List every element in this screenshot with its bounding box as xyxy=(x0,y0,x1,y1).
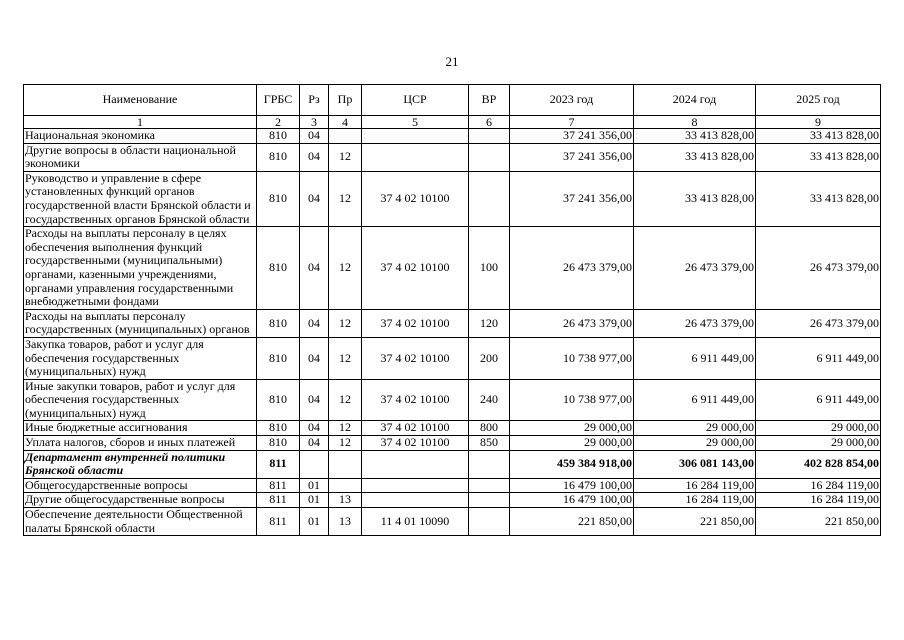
cell-name: Расходы на выплаты персоналу в целях обеспечения выполнения функций государственными (муниципальными) органами, казенными учреждениями, органами управления государственными внебюджетными фондами xyxy=(24,227,257,310)
cell-2023: 29 000,00 xyxy=(510,436,634,451)
table-row xyxy=(24,450,881,478)
cell-vr: 240 xyxy=(469,379,510,421)
cell-name: Иные бюджетные ассигнования xyxy=(24,421,257,436)
cell-2024: 33 413 828,00 xyxy=(634,171,756,226)
cell-pr: 12 xyxy=(329,143,362,171)
cell-pr: 12 xyxy=(329,421,362,436)
cell-2024: 26 473 379,00 xyxy=(634,309,756,337)
cell-csr: 37 4 02 10100 xyxy=(362,421,469,436)
cell-2024: 16 284 119,00 xyxy=(634,478,756,493)
col-header-vr: ВР xyxy=(469,85,510,116)
cell-2023: 221 850,00 xyxy=(510,508,634,536)
table-row xyxy=(24,478,881,493)
col-index: 8 xyxy=(634,116,756,129)
cell-2023: 10 738 977,00 xyxy=(510,337,634,379)
cell-2024: 33 413 828,00 xyxy=(634,129,756,144)
cell-rz: 01 xyxy=(300,493,329,508)
table-row xyxy=(24,508,881,536)
cell-name: Руководство и управление в сфере установленных функций органов государственной власти Брянской области и государственных органов Брянской области xyxy=(24,171,257,226)
cell-rz: 04 xyxy=(300,227,329,310)
cell-2023: 37 241 356,00 xyxy=(510,129,634,144)
cell-pr: 12 xyxy=(329,171,362,226)
cell-csr xyxy=(362,450,469,478)
cell-2024: 221 850,00 xyxy=(634,508,756,536)
cell-2024: 33 413 828,00 xyxy=(634,143,756,171)
cell-grbs: 810 xyxy=(257,143,300,171)
cell-name: Закупка товаров, работ и услуг для обеспечения государственных (муниципальных) нужд xyxy=(24,337,257,379)
col-index: 5 xyxy=(362,116,469,129)
cell-rz: 04 xyxy=(300,309,329,337)
cell-pr xyxy=(329,450,362,478)
cell-2025: 33 413 828,00 xyxy=(756,171,881,226)
cell-name: Иные закупки товаров, работ и услуг для обеспечения государственных (муниципальных) нужд xyxy=(24,379,257,421)
cell-rz: 01 xyxy=(300,508,329,536)
cell-2025: 33 413 828,00 xyxy=(756,129,881,144)
cell-pr xyxy=(329,478,362,493)
cell-2025: 29 000,00 xyxy=(756,436,881,451)
cell-2024: 306 081 143,00 xyxy=(634,450,756,478)
cell-vr xyxy=(469,171,510,226)
cell-2024: 29 000,00 xyxy=(634,436,756,451)
cell-vr: 800 xyxy=(469,421,510,436)
cell-grbs: 810 xyxy=(257,171,300,226)
cell-csr xyxy=(362,478,469,493)
cell-name: Обеспечение деятельности Общественной палаты Брянской области xyxy=(24,508,257,536)
cell-rz: 04 xyxy=(300,143,329,171)
col-header-2025: 2025 год xyxy=(756,85,881,116)
cell-2024: 6 911 449,00 xyxy=(634,379,756,421)
table-row xyxy=(24,171,881,226)
cell-2025: 33 413 828,00 xyxy=(756,143,881,171)
cell-rz: 04 xyxy=(300,337,329,379)
cell-2023: 10 738 977,00 xyxy=(510,379,634,421)
cell-rz: 04 xyxy=(300,171,329,226)
cell-2025: 16 284 119,00 xyxy=(756,493,881,508)
table-row xyxy=(24,129,881,144)
cell-2023: 16 479 100,00 xyxy=(510,478,634,493)
cell-2024: 16 284 119,00 xyxy=(634,493,756,508)
col-index: 3 xyxy=(300,116,329,129)
cell-2023: 26 473 379,00 xyxy=(510,227,634,310)
cell-csr: 11 4 01 10090 xyxy=(362,508,469,536)
table-row xyxy=(24,143,881,171)
table-row xyxy=(24,436,881,451)
cell-name: Уплата налогов, сборов и иных платежей xyxy=(24,436,257,451)
cell-grbs: 811 xyxy=(257,493,300,508)
cell-grbs: 810 xyxy=(257,379,300,421)
col-index: 4 xyxy=(329,116,362,129)
cell-2025: 402 828 854,00 xyxy=(756,450,881,478)
cell-vr: 100 xyxy=(469,227,510,310)
cell-vr xyxy=(469,129,510,144)
col-index: 1 xyxy=(24,116,257,129)
cell-csr xyxy=(362,143,469,171)
cell-2025: 26 473 379,00 xyxy=(756,227,881,310)
cell-2025: 6 911 449,00 xyxy=(756,379,881,421)
cell-2024: 26 473 379,00 xyxy=(634,227,756,310)
column-index-row xyxy=(24,116,881,129)
cell-vr: 200 xyxy=(469,337,510,379)
cell-pr: 13 xyxy=(329,493,362,508)
col-header-2023: 2023 год xyxy=(510,85,634,116)
cell-grbs: 810 xyxy=(257,337,300,379)
cell-pr xyxy=(329,129,362,144)
cell-rz xyxy=(300,450,329,478)
cell-vr xyxy=(469,508,510,536)
cell-grbs: 810 xyxy=(257,309,300,337)
cell-rz: 04 xyxy=(300,436,329,451)
cell-pr: 12 xyxy=(329,436,362,451)
cell-2023: 29 000,00 xyxy=(510,421,634,436)
cell-2024: 6 911 449,00 xyxy=(634,337,756,379)
cell-2023: 16 479 100,00 xyxy=(510,493,634,508)
cell-vr xyxy=(469,143,510,171)
cell-rz: 04 xyxy=(300,129,329,144)
cell-grbs: 811 xyxy=(257,450,300,478)
cell-2025: 29 000,00 xyxy=(756,421,881,436)
cell-rz: 04 xyxy=(300,421,329,436)
cell-pr: 13 xyxy=(329,508,362,536)
cell-csr: 37 4 02 10100 xyxy=(362,309,469,337)
cell-pr: 12 xyxy=(329,227,362,310)
table-row xyxy=(24,227,881,310)
cell-2025: 26 473 379,00 xyxy=(756,309,881,337)
cell-grbs: 810 xyxy=(257,227,300,310)
table-row xyxy=(24,421,881,436)
cell-vr xyxy=(469,478,510,493)
cell-csr: 37 4 02 10100 xyxy=(362,436,469,451)
col-header-rz: Рз xyxy=(300,85,329,116)
cell-name: Расходы на выплаты персоналу государственных (муниципальных) органов xyxy=(24,309,257,337)
cell-2025: 221 850,00 xyxy=(756,508,881,536)
col-header-pr: Пр xyxy=(329,85,362,116)
cell-2023: 26 473 379,00 xyxy=(510,309,634,337)
table-row xyxy=(24,337,881,379)
col-index: 6 xyxy=(469,116,510,129)
cell-grbs: 811 xyxy=(257,508,300,536)
cell-name: Общегосударственные вопросы xyxy=(24,478,257,493)
cell-name: Другие общегосударственные вопросы xyxy=(24,493,257,508)
cell-grbs: 810 xyxy=(257,436,300,451)
cell-pr: 12 xyxy=(329,309,362,337)
header-row xyxy=(24,85,881,116)
page-number: 21 xyxy=(445,54,459,69)
cell-name: Национальная экономика xyxy=(24,129,257,144)
cell-csr: 37 4 02 10100 xyxy=(362,337,469,379)
col-index: 9 xyxy=(756,116,881,129)
cell-pr: 12 xyxy=(329,337,362,379)
cell-2025: 16 284 119,00 xyxy=(756,478,881,493)
col-header-csr: ЦСР xyxy=(362,85,469,116)
cell-vr: 120 xyxy=(469,309,510,337)
table-body xyxy=(24,129,881,536)
cell-csr xyxy=(362,129,469,144)
cell-2023: 459 384 918,00 xyxy=(510,450,634,478)
col-header-2024: 2024 год xyxy=(634,85,756,116)
cell-pr: 12 xyxy=(329,379,362,421)
cell-2024: 29 000,00 xyxy=(634,421,756,436)
table-row xyxy=(24,379,881,421)
cell-rz: 04 xyxy=(300,379,329,421)
cell-csr: 37 4 02 10100 xyxy=(362,171,469,226)
cell-2023: 37 241 356,00 xyxy=(510,171,634,226)
table-row xyxy=(24,493,881,508)
cell-vr xyxy=(469,450,510,478)
cell-grbs: 811 xyxy=(257,478,300,493)
cell-csr xyxy=(362,493,469,508)
table-row xyxy=(24,309,881,337)
cell-name: Департамент внутренней политики Брянской области xyxy=(24,450,257,478)
col-index: 7 xyxy=(510,116,634,129)
cell-csr: 37 4 02 10100 xyxy=(362,227,469,310)
cell-name: Другие вопросы в области национальной экономики xyxy=(24,143,257,171)
cell-vr: 850 xyxy=(469,436,510,451)
cell-2023: 37 241 356,00 xyxy=(510,143,634,171)
col-index: 2 xyxy=(257,116,300,129)
cell-2025: 6 911 449,00 xyxy=(756,337,881,379)
cell-rz: 01 xyxy=(300,478,329,493)
cell-grbs: 810 xyxy=(257,421,300,436)
col-header-name: Наименование xyxy=(24,85,257,116)
cell-vr xyxy=(469,493,510,508)
budget-table xyxy=(23,84,881,536)
col-header-grbs: ГРБС xyxy=(257,85,300,116)
cell-csr: 37 4 02 10100 xyxy=(362,379,469,421)
cell-grbs: 810 xyxy=(257,129,300,144)
